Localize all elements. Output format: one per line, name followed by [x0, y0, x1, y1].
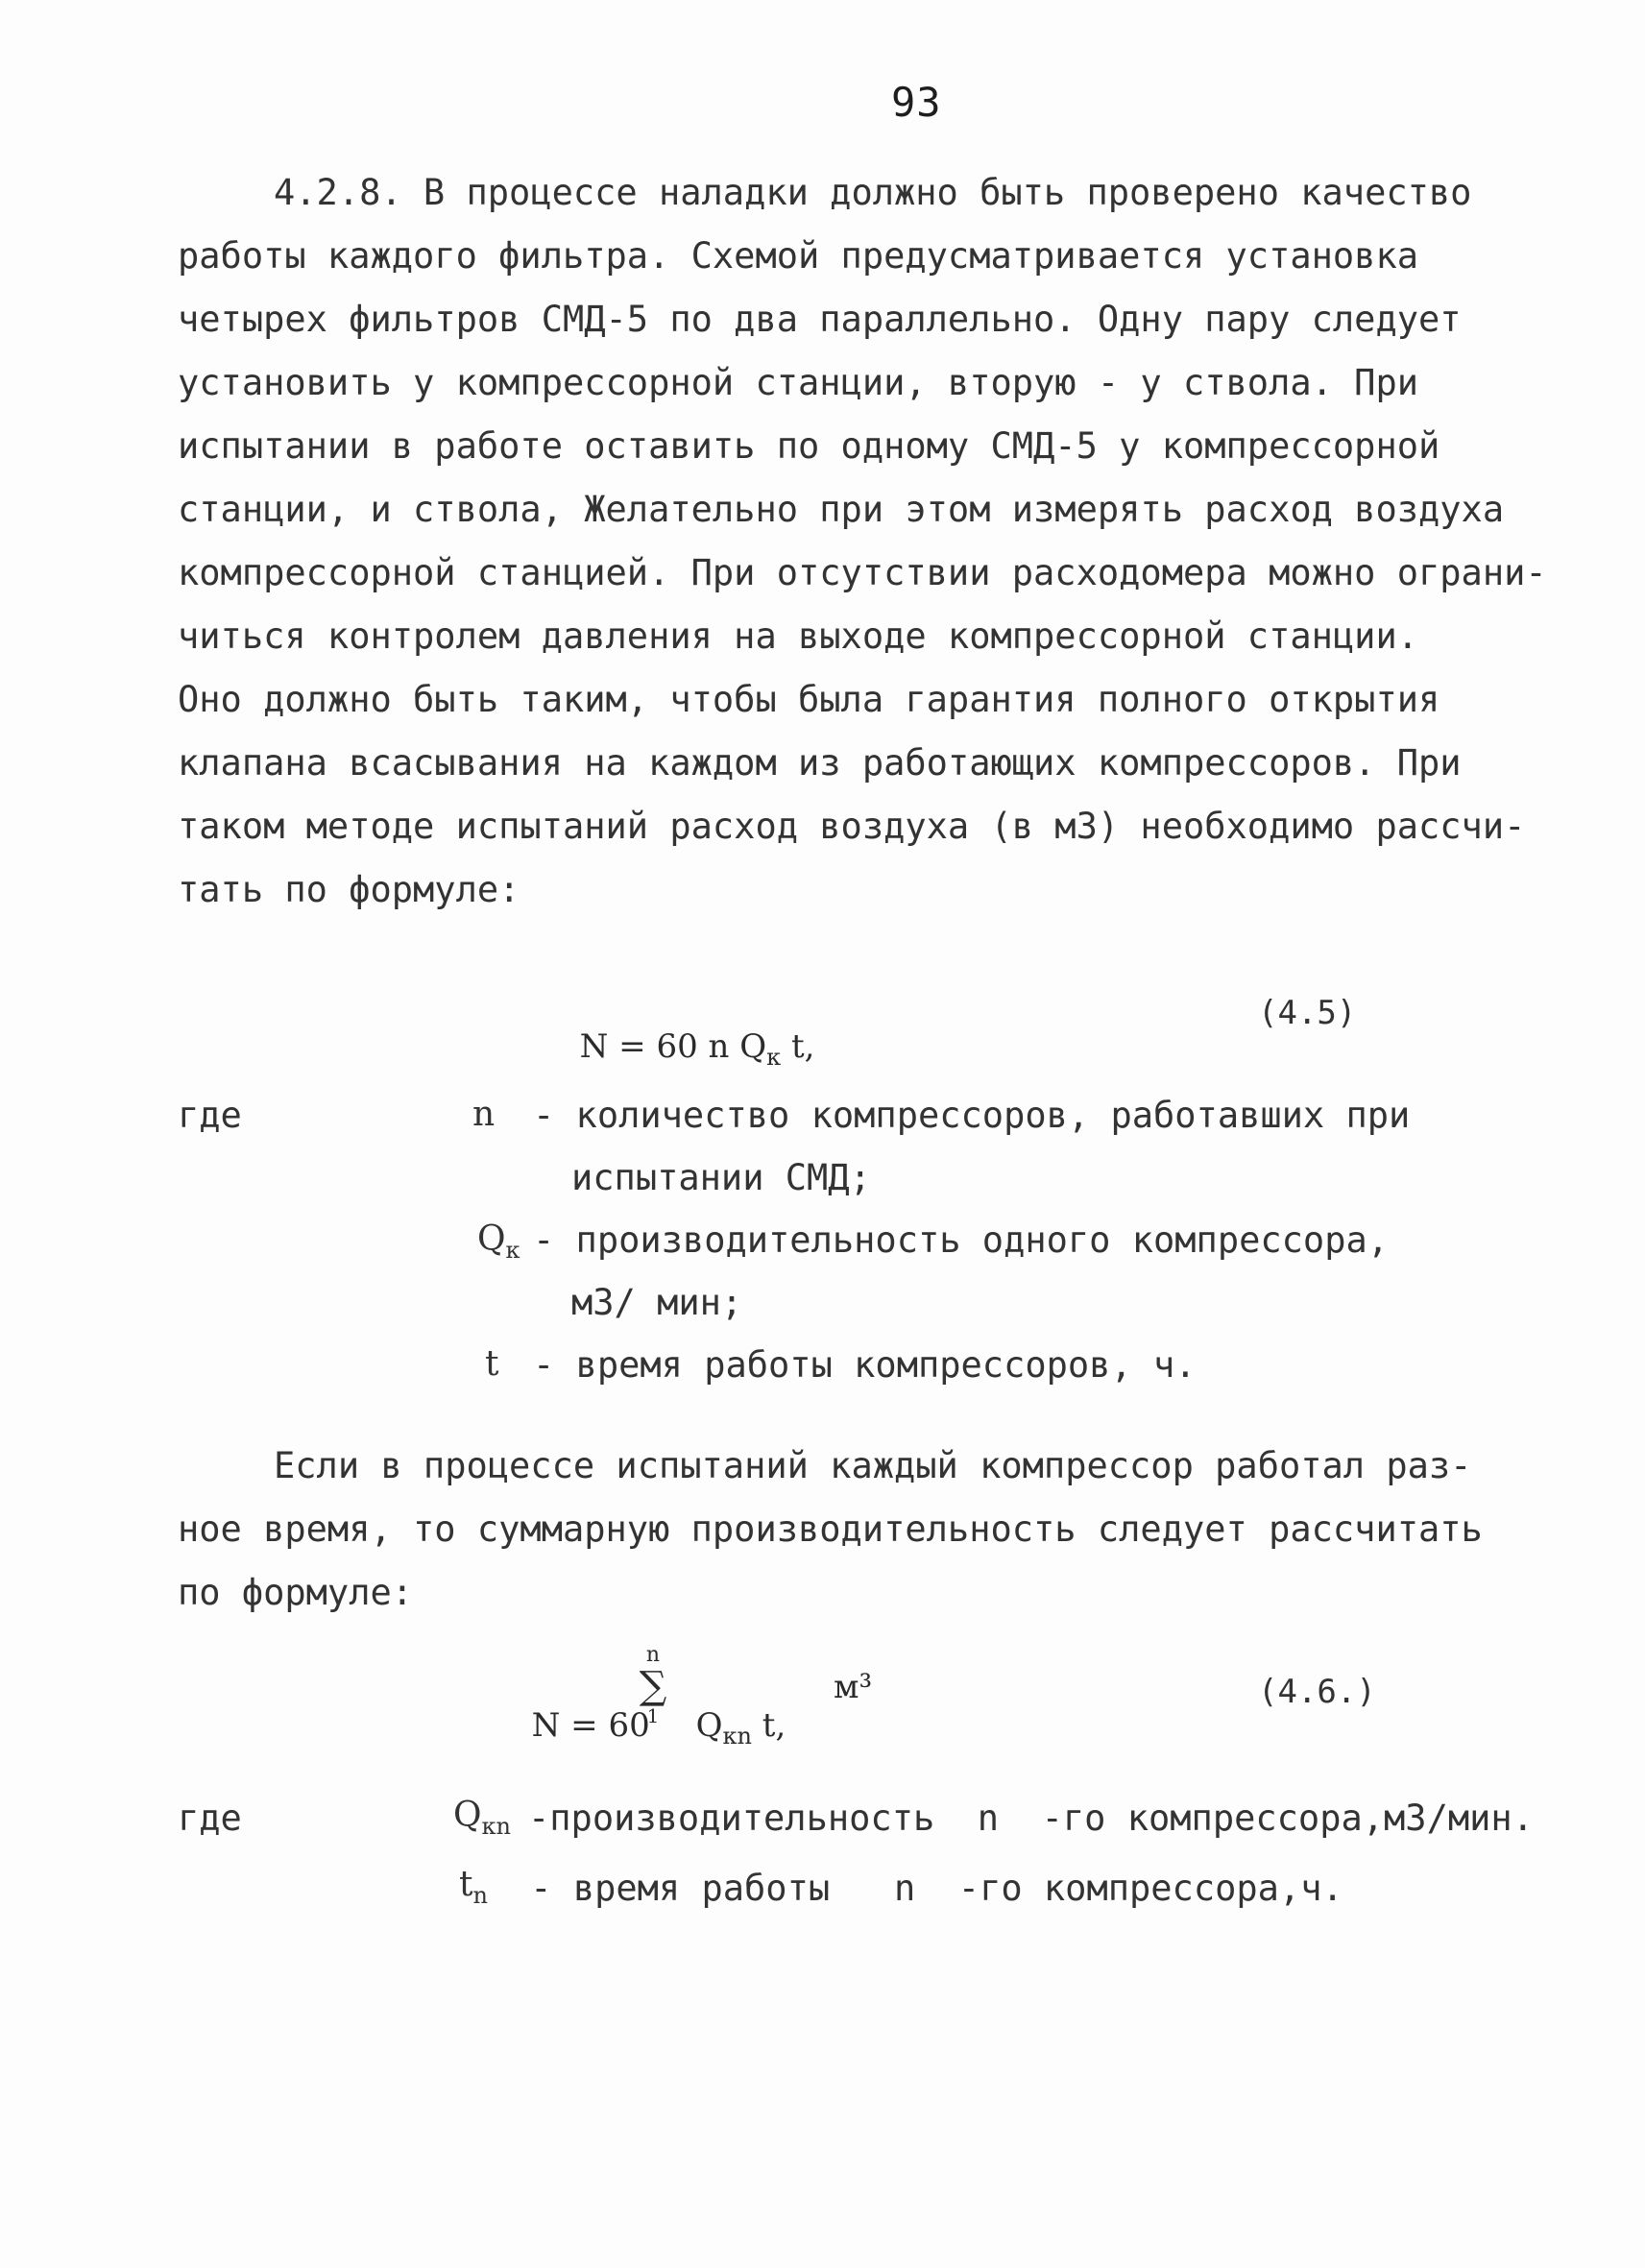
text-line: компрессорной станцией. При отсутствии расходомера можно ограни- — [178, 552, 1547, 593]
definition-continuation: м3/ мин; — [571, 1282, 743, 1323]
summation-sign: n ∑ 1 — [639, 1643, 667, 1727]
definition-text: - время работы компрессоров, ч. — [533, 1344, 1197, 1386]
formula-4-5 — [559, 989, 814, 1071]
definition-text: - время работы n -го компрессора,ч. — [509, 1868, 1343, 1909]
equation-number: (4.6.) — [1258, 1673, 1376, 1711]
formula-4-6 — [511, 1668, 650, 1745]
page-number: 93 — [891, 79, 942, 126]
definition-text: -производительность n -го компрессора,м3/мин. — [528, 1798, 1534, 1839]
text-line: по формуле: — [178, 1572, 414, 1613]
paragraph-1 — [178, 161, 1547, 922]
text-line: станции, и ствола, Желательно при этом измерять расход воздуха — [178, 489, 1505, 530]
formula-subscript: к — [766, 1043, 782, 1071]
text-line: 4.2.8. В процессе наладки должно быть проверено качество — [274, 172, 1472, 213]
text-line: таком методе испытаний расход воздуха (в м3) необходимо рассчи- — [178, 806, 1526, 847]
definition-text: - количество компрессоров, работавших при — [533, 1095, 1411, 1136]
text-line: испытании в работе оставить по одному СМД-5 у компрессорной — [178, 425, 1440, 467]
symbol-tn: $t_n$ — [459, 1865, 488, 1910]
symbol-qk: $Q_к$ — [477, 1219, 520, 1265]
symbol-qkn: $Q_{кn}$ — [453, 1796, 511, 1841]
definition-continuation: испытании СМД; — [571, 1157, 871, 1198]
text-line: ное время, то суммарную производительность следует рассчитать — [178, 1508, 1483, 1550]
symbol-t: t — [485, 1344, 499, 1384]
formula-rhs: t, — [781, 1027, 815, 1066]
text-line: работы каждого фильтра. Схемой предусматривается установка — [178, 235, 1419, 277]
formula-lhs: N = 60 — [531, 1706, 650, 1745]
text-line: читься контролем давления на выходе компрессорной станции. — [178, 615, 1419, 657]
equation-number: (4.5) — [1258, 994, 1357, 1032]
text-line: Оно должно быть таким, чтобы была гарантия полного открытия — [178, 679, 1440, 720]
text-line: тать по формуле: — [178, 869, 520, 910]
formula-lhs: N = 60 n Q — [579, 1027, 767, 1066]
where-label: где — [178, 1798, 242, 1839]
text-line: установить у компрессорной станции, вторую - у ствола. При — [178, 362, 1419, 403]
definition-text: - производительность одного компрессора, — [533, 1219, 1390, 1261]
where-label: где — [178, 1095, 242, 1136]
text-line: Если в процессе испытаний каждый компрессор работал раз- — [274, 1445, 1472, 1486]
text-line: четырех фильтров СМД-5 по два параллельно. Одну пару следует — [178, 299, 1462, 340]
symbol-n: n — [472, 1095, 496, 1134]
text-line: клапана всасывания на каждом из работающих компрессоров. При — [178, 742, 1462, 784]
formula-unit: м³ — [834, 1668, 873, 1706]
formula-term: $Q_{кn}$ t, — [695, 1706, 786, 1749]
